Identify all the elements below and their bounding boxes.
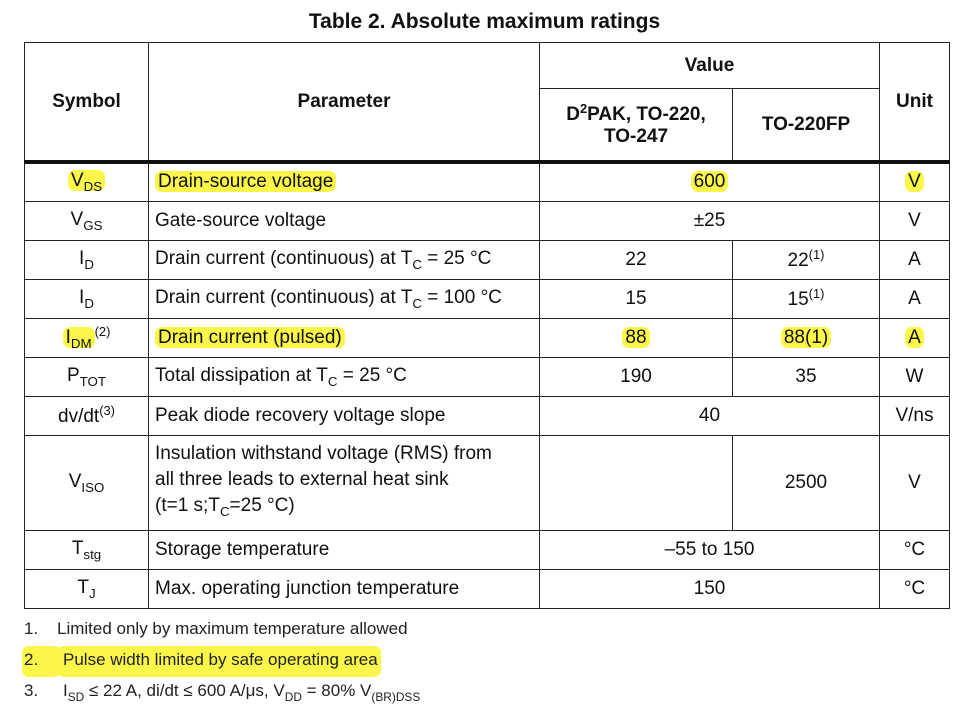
symbol-cell: $V_{GS}$ [25,201,149,240]
table-row [25,162,950,201]
unit-cell: A [880,318,950,357]
footnote-3 [24,677,949,708]
value-cell: –55 to 150 [540,530,880,569]
header-package-d2pak-d: D [566,104,580,125]
footnote-1 [24,615,949,646]
footnote-number: 1. [24,619,39,638]
value-cell: ±25 [540,201,880,240]
table-row [25,318,950,357]
header-package-d2pak-sup: 2 [579,101,588,116]
value-cell-to220fp: 2500 [733,435,880,530]
value-cell-to220fp: 88(1) [733,318,880,357]
table-row [25,279,950,318]
header-value: Value [540,43,880,89]
header-package-to220fp: TO-220FP [733,89,880,163]
table-row [25,530,950,569]
value-cell-to220fp: 15$^{(1)}$ [733,279,880,318]
value-cell: 40 [540,396,880,435]
parameter-cell: Drain current (continuous) at $T_C = 25$ °C [149,240,540,279]
value-cell: 150 [540,569,880,608]
header-row [25,43,950,89]
parameter-cell: Drain current (continuous) at $T_C = 100$ °C [149,279,540,318]
footnote-number: 3. [24,681,39,700]
table-row [25,201,950,240]
value-cell-to220fp: 22$^{(1)}$ [733,240,880,279]
table-row [25,435,950,530]
value-cell-d2pak: 88 [540,318,733,357]
value-cell-d2pak [540,435,733,530]
unit-cell: V [880,201,950,240]
table-row [25,240,950,279]
footnotes [24,615,949,708]
footnote-text: $I_{SD} \le 22$ A, di/dt ≤ 600 A/μs, $V_{DD} = 80\%$ $V_{(BR)DSS}$ [63,681,421,704]
value-cell-d2pak: 190 [540,357,733,396]
parameter-cell: Storage temperature [149,530,540,569]
header-unit: Unit [880,43,950,163]
value-cell: 600 [540,162,880,201]
unit-cell: V [880,435,950,530]
unit-cell: W [880,357,950,396]
symbol-cell: $V_{ISO}$ [25,435,149,530]
symbol-cell: $I_D$ [25,240,149,279]
parameter-cell: Insulation withstand voltage (RMS) from all three leads to external heat sink (t=1 $s;T_C=25$ °C) [149,435,540,530]
parameter-cell: Gate-source voltage [149,201,540,240]
symbol-cell: $T_J$ [25,569,149,608]
unit-cell: A [880,279,950,318]
value-cell-d2pak: 15 [540,279,733,318]
header-parameter: Parameter [149,43,540,163]
unit-cell: V [880,162,950,201]
symbol-cell: $P_{TOT}$ [25,357,149,396]
footnote-2 [24,646,949,677]
header-package-to247: TO-247 [603,126,669,147]
footnote-number: 2. [22,646,61,677]
parameter-cell: Drain current (pulsed) [149,318,540,357]
unit-cell: °C [880,569,950,608]
header-package-d2pak [540,89,733,163]
footnote-text: Pulse width limited by safe operating area [57,646,381,677]
symbol-cell: $I_{DM}^{(2)}$ [25,318,149,357]
table-row [25,357,950,396]
symbol-cell: $dv/dt^{(3)}$ [25,396,149,435]
header-symbol: Symbol [25,43,149,163]
value-cell-d2pak: 22 [540,240,733,279]
symbol-cell: $I_D$ [25,279,149,318]
parameter-cell: Drain-source voltage [149,162,540,201]
absolute-maximum-ratings-table [24,42,950,609]
symbol-cell: $V_{DS}$ [25,162,149,201]
symbol-cell: $T_{stg}$ [25,530,149,569]
unit-cell: A [880,240,950,279]
parameter-cell: Peak diode recovery voltage slope [149,396,540,435]
table-row [25,569,950,608]
footnote-text: Limited only by maximum temperature allowed [57,619,408,638]
parameter-cell: Total dissipation at $T_C = 25$ °C [149,357,540,396]
table-title: Table 2. Absolute maximum ratings [308,10,661,33]
value-cell-to220fp: 35 [733,357,880,396]
parameter-cell: Max. operating junction temperature [149,569,540,608]
table-row [25,396,950,435]
unit-cell: V/ns [880,396,950,435]
header-package-d2pak-rest: PAK, TO-220, [587,104,706,125]
unit-cell: °C [880,530,950,569]
